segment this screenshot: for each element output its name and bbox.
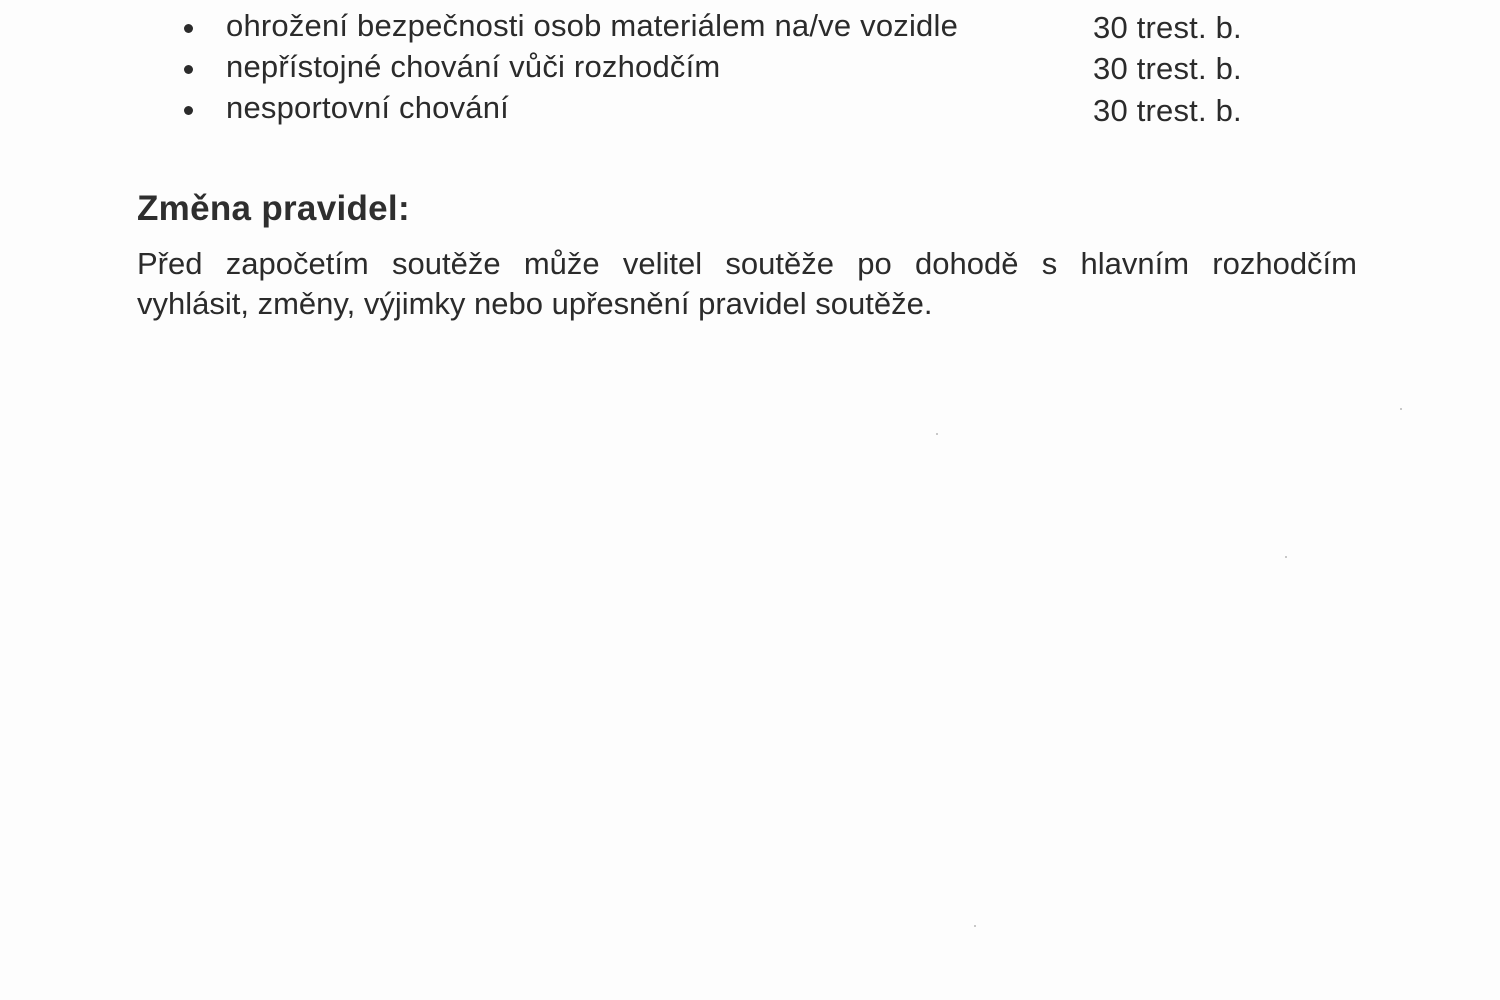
scan-speck [936,433,938,435]
penalty-item-text: nepřístojné chování vůči rozhodčím [226,49,721,84]
scan-speck [1400,408,1402,410]
penalty-item-text: nesportovní chování [226,90,509,125]
bullet-icon [184,106,193,115]
penalty-item [0,48,1500,90]
penalty-item-text: ohrožení bezpečnosti osob materiálem na/ve vozidle [226,8,959,43]
penalty-item-points: 30 trest. b. [1093,51,1242,86]
penalty-item [0,89,1500,131]
section-heading: Změna pravidel: [137,189,410,228]
scan-speck [974,925,976,927]
body-line: Před započetím soutěže může velitel soutěže po dohodě s hlavním rozhodčím [137,246,1357,281]
section-body [137,244,1357,324]
penalty-item-points: 30 trest. b. [1093,10,1242,45]
body-line: vyhlásit, změny, výjimky nebo upřesnění pravidel soutěže. [137,286,933,321]
penalty-item [0,6,1500,48]
bullet-icon [184,24,193,33]
bullet-icon [184,65,193,74]
scan-speck [1285,556,1287,558]
penalty-item-points: 30 trest. b. [1093,93,1242,128]
